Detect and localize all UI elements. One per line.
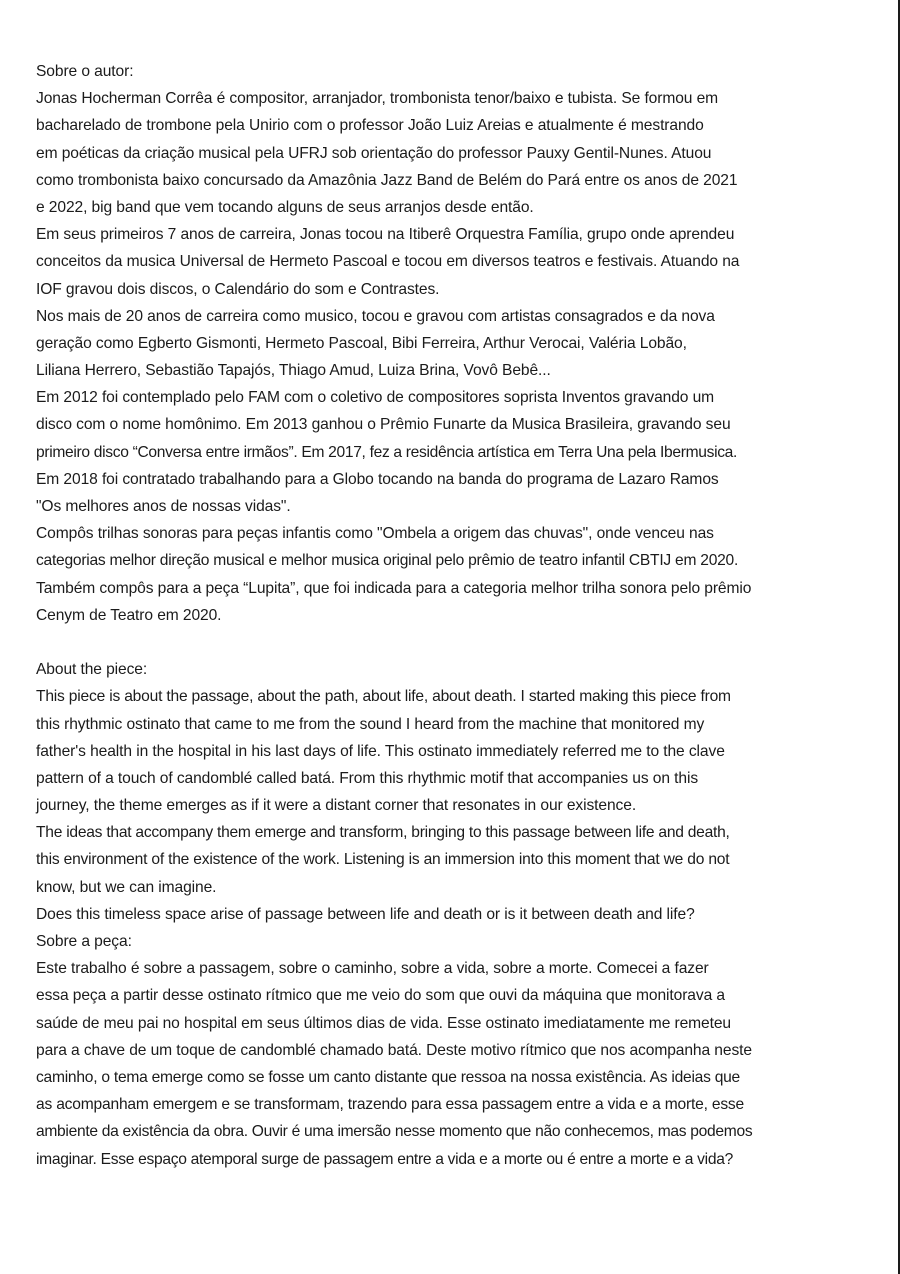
author-paragraph-line: geração como Egberto Gismonti, Hermeto Pascoal, Bibi Ferreira, Arthur Verocai, Valéria Lobão,	[36, 334, 687, 352]
author-paragraph-line: como trombonista baixo concursado da Amazônia Jazz Band de Belém do Pará entre os anos de 2021	[36, 171, 738, 189]
author-heading: Sobre o autor:	[36, 63, 134, 80]
author-paragraph-line: conceitos da musica Universal de Hermeto Pascoal e tocou em diversos teatros e festivais. Atuando na	[36, 253, 740, 271]
author-paragraph-line: Liliana Herrero, Sebastião Tapajós, Thiago Amud, Luiza Brina, Vovô Bebê...	[36, 362, 551, 380]
author-paragraph-line: bacharelado de trombone pela Unirio com o professor João Luiz Areias e atualmente é mestrando	[36, 117, 704, 135]
author-paragraph-line: Em seus primeiros 7 anos de carreira, Jonas tocou na Itiberê Orquestra Família, grupo onde aprendeu	[36, 226, 735, 244]
piece-paragraph-line: this rhythmic ostinato that came to me from the sound I heard from the machine that monitored my	[36, 715, 705, 733]
author-paragraph-line: primeiro disco “Conversa entre irmãos”. Em 2017, fez a residência artística em Terra Una pela Ibermusica.	[36, 443, 738, 461]
author-paragraph-line: Nos mais de 20 anos de carreira como musico, tocou e gravou com artistas consagrados e da nova	[36, 307, 715, 325]
piece-paragraph-line: Does this timeless space arise of passage between life and death or is it between death and life?	[36, 905, 695, 923]
author-paragraph-line: Também compôs para a peça “Lupita”, que foi indicada para a categoria melhor trilha sonora pelo prêmio	[36, 579, 752, 597]
piece-paragraph-line: para a chave de um toque de candomblé chamado batá. Deste motivo rítmico que nos acompanha neste	[36, 1041, 752, 1059]
author-paragraph-line: Cenym de Teatro em 2020.	[36, 606, 222, 624]
piece-paragraph-line: journey, the theme emerges as if it were a distant corner that resonates in our existence.	[36, 797, 637, 815]
piece-paragraph-line: imaginar. Esse espaço atemporal surge de passagem entre a vida e a morte ou é entre a morte e a vida?	[36, 1150, 733, 1168]
section-spacer	[36, 629, 898, 656]
piece-heading-en: About the piece:	[36, 661, 148, 679]
piece-paragraph-line: This piece is about the passage, about the path, about life, about death. I started making this piece from	[36, 688, 731, 706]
author-paragraph-line: e 2022, big band que vem tocando alguns de seus arranjos desde então.	[36, 198, 534, 216]
piece-paragraph-line: The ideas that accompany them emerge and transform, bringing to this passage between life and death,	[36, 824, 730, 842]
piece-paragraph-line: this environment of the existence of the work. Listening is an immersion into this moment that we do not	[36, 851, 730, 869]
author-paragraph-line: Jonas Hocherman Corrêa é compositor, arranjador, trombonista tenor/baixo e tubista. Se formou em	[36, 90, 719, 108]
piece-heading-pt: Sobre a peça:	[36, 933, 132, 950]
author-paragraph-line: Em 2012 foi contemplado pelo FAM com o coletivo de compositores soprista Inventos gravando um	[36, 389, 715, 407]
piece-paragraph-line: saúde de meu pai no hospital em seus últimos dias de vida. Esse ostinato imediatamente me remeteu	[36, 1014, 732, 1032]
piece-paragraph-line: as acompanham emergem e se transformam, trazendo para essa passagem entre a vida e a morte, esse	[36, 1096, 745, 1114]
author-paragraph-line: Compôs trilhas sonoras para peças infantis como "Ombela a origem das chuvas", onde venceu nas	[36, 525, 714, 543]
piece-paragraph-line: know, but we can imagine.	[36, 878, 217, 896]
author-paragraph-line: "Os melhores anos de nossas vidas".	[36, 498, 291, 515]
author-paragraph-line: disco com o nome homônimo. Em 2013 ganhou o Prêmio Funarte da Musica Brasileira, gravando seu	[36, 416, 731, 434]
author-paragraph-line: em poéticas da criação musical pela UFRJ sob orientação do professor Pauxy Gentil-Nunes. Atuou	[36, 144, 712, 162]
piece-paragraph-line: Este trabalho é sobre a passagem, sobre o caminho, sobre a vida, sobre a morte. Comecei a fazer	[36, 960, 709, 978]
piece-paragraph-line: father's health in the hospital in his last days of life. This ostinato immediately referred me to the clave	[36, 742, 725, 760]
piece-paragraph-line: ambiente da existência da obra. Ouvir é uma imersão nesse momento que não conhecemos, mas podemos	[36, 1123, 753, 1141]
author-paragraph-line: categorias melhor direção musical e melhor musica original pelo prêmio de teatro infantil CBTIJ em 2020.	[36, 552, 739, 570]
piece-paragraph-line: caminho, o tema emerge como se fosse um canto distante que ressoa na nossa existência. As ideias que	[36, 1068, 740, 1086]
document-text	[36, 58, 898, 1173]
piece-paragraph-line: essa peça a partir desse ostinato rítmico que me veio do som que ouvi da máquina que monitorava a	[36, 987, 725, 1005]
author-paragraph-line: IOF gravou dois discos, o Calendário do som e Contrastes.	[36, 280, 440, 298]
author-paragraph-line: Em 2018 foi contratado trabalhando para a Globo tocando na banda do programa de Lazaro Ramos	[36, 470, 719, 488]
piece-paragraph-line: pattern of a touch of candomblé called batá. From this rhythmic motif that accompanies us on this	[36, 769, 699, 787]
